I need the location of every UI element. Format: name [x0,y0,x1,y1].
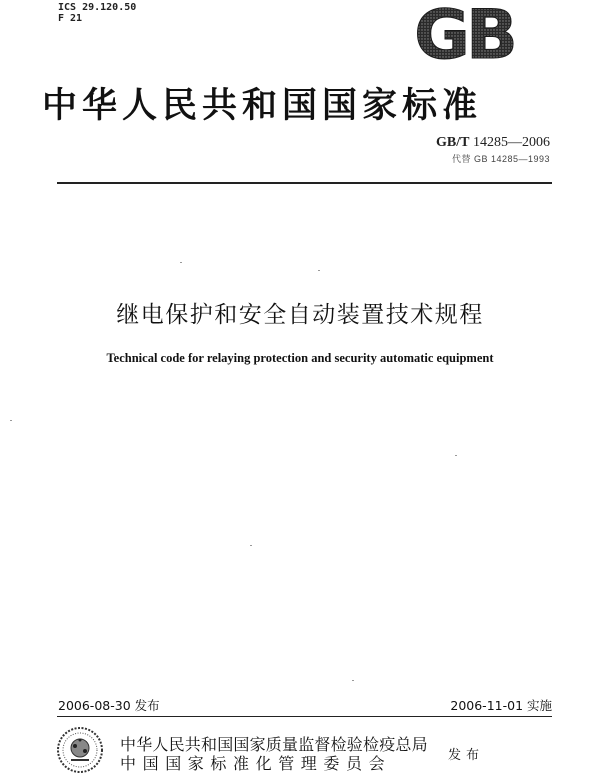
scan-speck [318,270,320,271]
scan-speck [352,680,354,681]
issue-date: 2006-08-30 发布 [58,698,160,713]
replaces-note: 代替 GB 14285—1993 [451,154,550,164]
standard-code-prefix: GB/T [436,135,470,150]
title-chinese: 继电保护和安全自动装置技术规程 [116,302,484,328]
issuer-sac: 中国国家标准化管理委员会 [120,754,392,773]
scan-speck [180,262,182,263]
scan-speck [250,545,252,546]
gb-logo [400,2,528,64]
official-seal-icon [56,726,104,774]
scan-speck [10,420,12,421]
issuer-aqsiq: 中华人民共和国国家质量监督检验检疫总局 [120,735,428,754]
standard-code-block [436,135,550,165]
classification-code: F 21 [58,13,83,24]
implementation-date: 2006-11-01 实施 [450,698,552,713]
issuing-authorities [120,735,428,773]
publish-label: 发布 [448,748,485,763]
gb-logo-text: GB [414,2,514,64]
standard-code-number: 14285—2006 [473,135,550,150]
title-english: Technical code for relaying protection and security automatic equipment [106,351,494,365]
top-divider [57,182,552,184]
ics-code: ICS 29.120.50 [58,2,137,13]
standard-code [436,135,550,151]
scan-speck [455,455,457,456]
org-title: 中华人民共和国国家标准 [42,85,483,126]
bottom-divider [57,716,552,717]
ics-block [58,2,136,24]
